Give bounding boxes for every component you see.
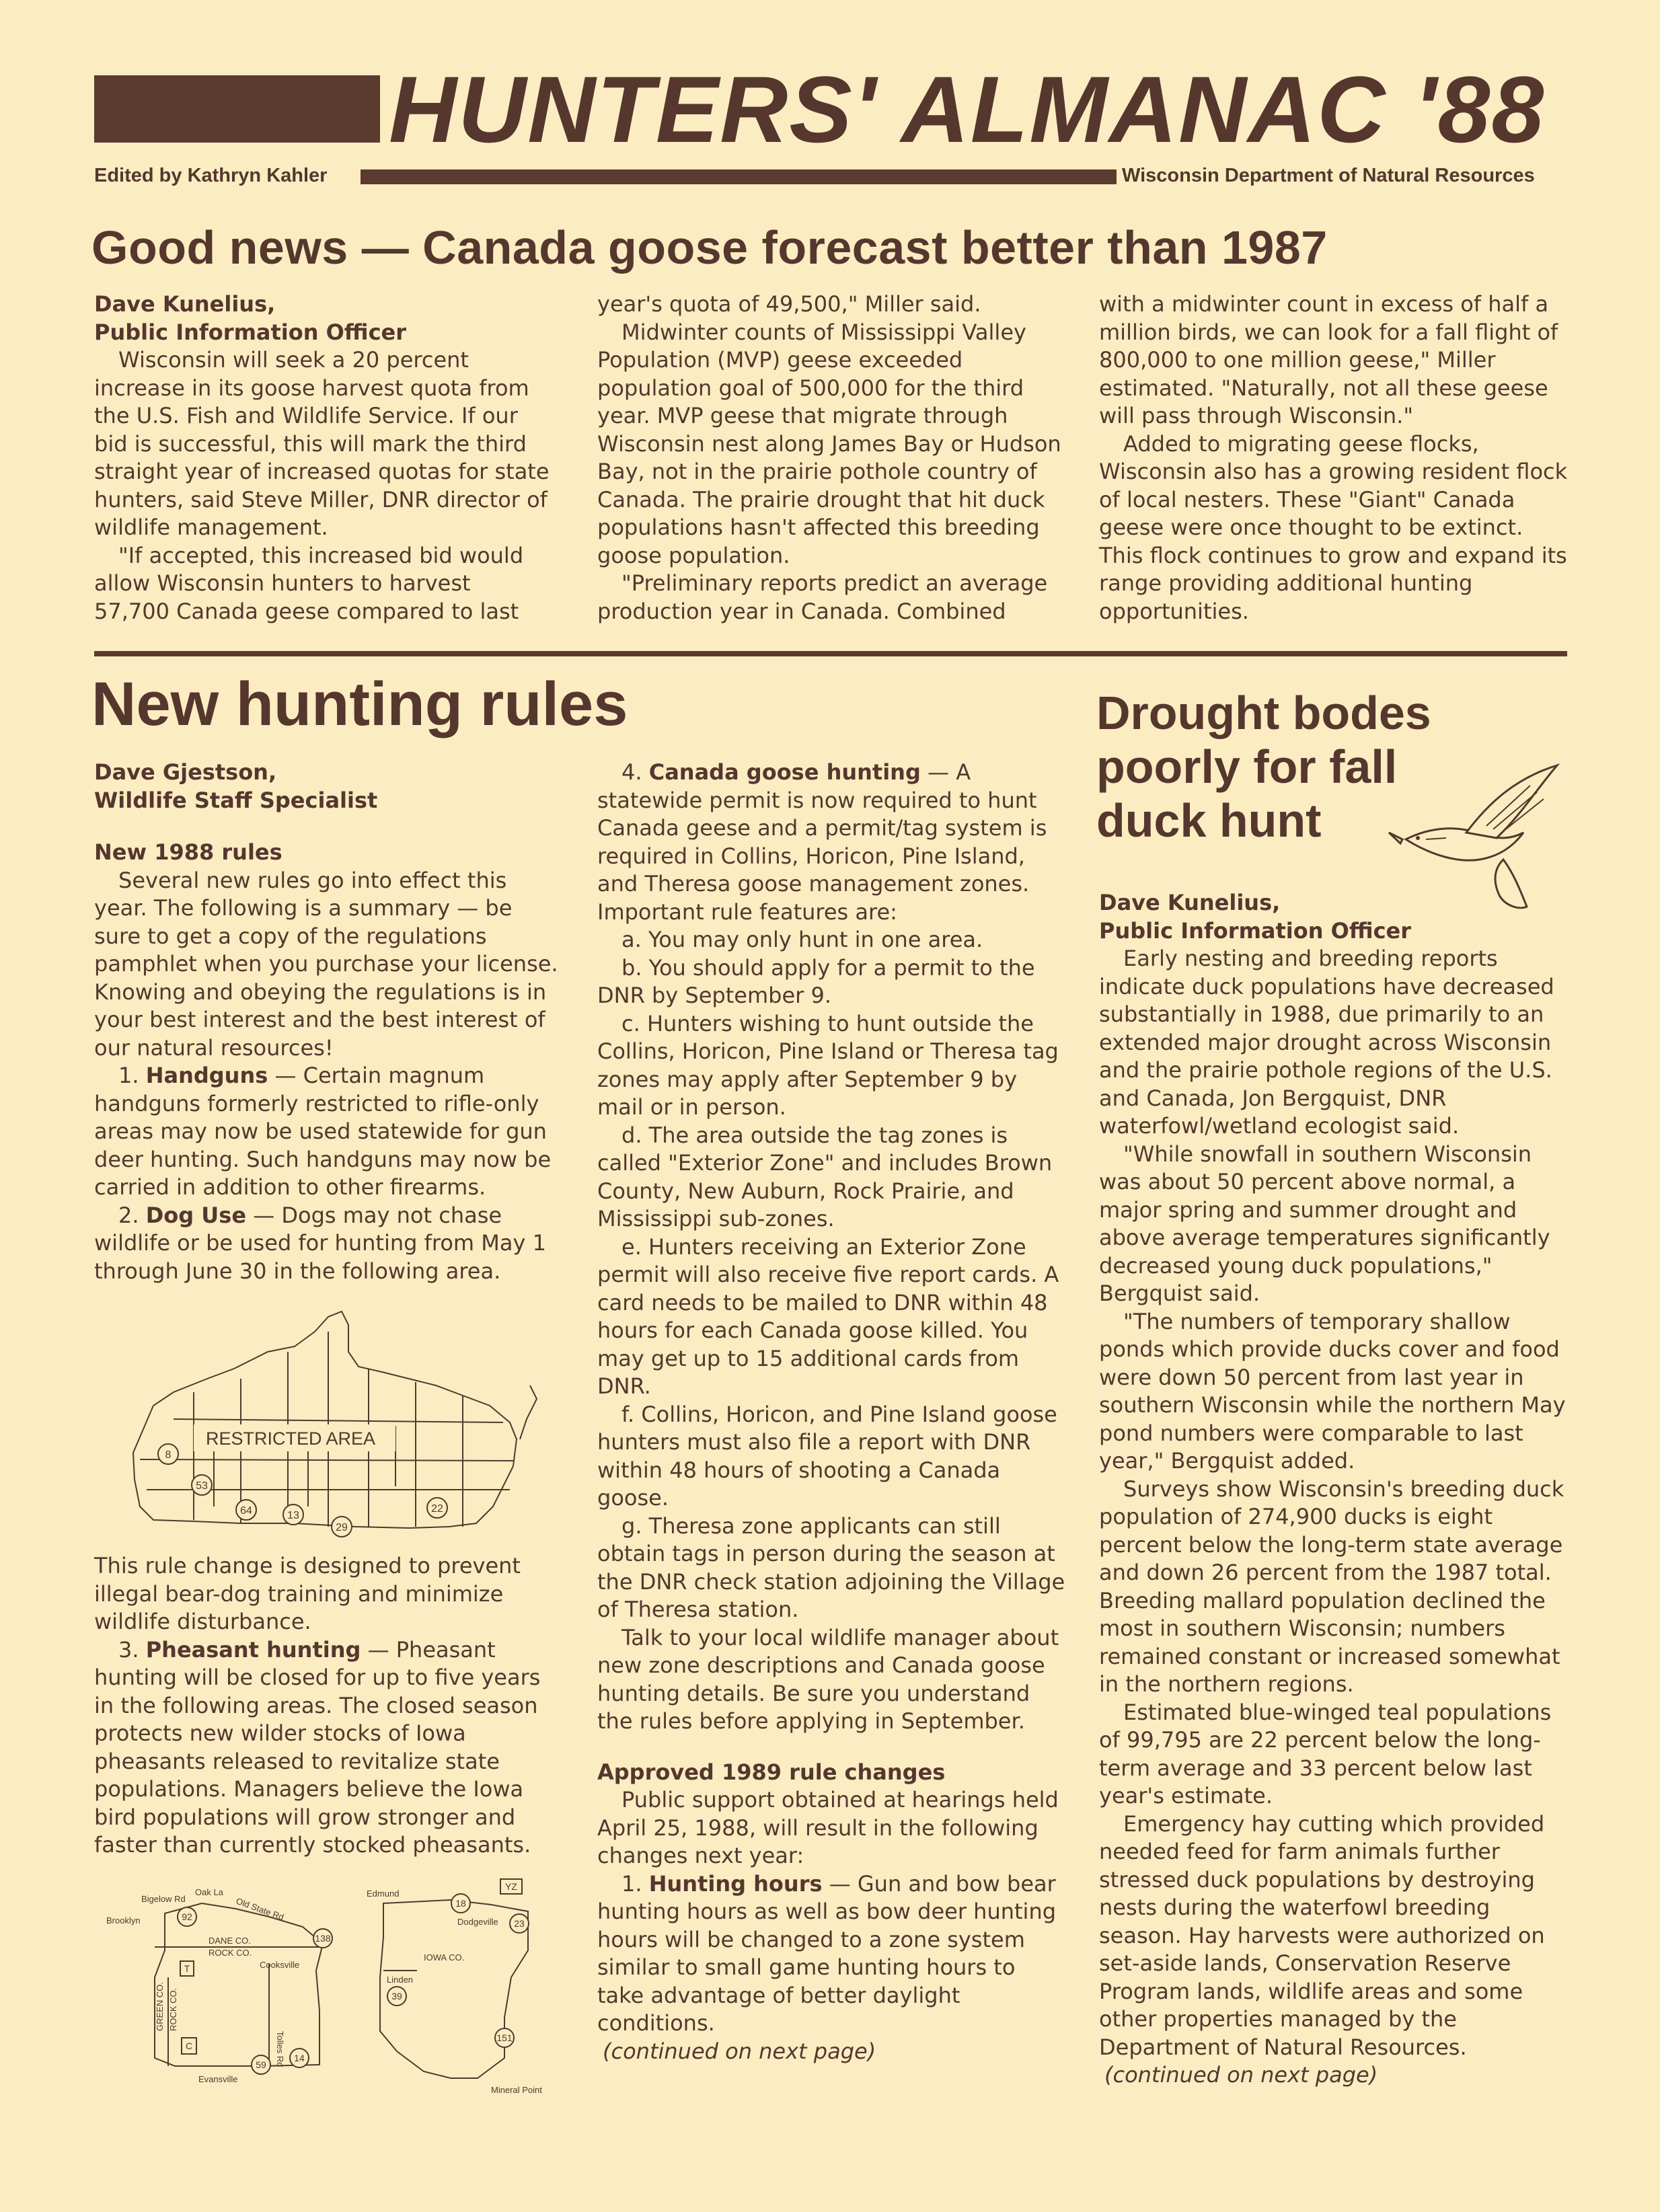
- route-marker: YZ: [505, 1881, 517, 1892]
- route-marker: 14: [294, 2053, 305, 2063]
- section-divider: [94, 651, 1567, 656]
- paragraph: "While snowfall in southern Wisconsin was about 50 percent above normal, a major spring and summer drought and above average temperatures significantly decreased young duck populations," Bergquist said.: [1099, 1141, 1550, 1306]
- rule-pheasant: [94, 1636, 565, 1860]
- place-label: ROCK CO.: [209, 1948, 252, 1958]
- paragraph: year's quota of 49,500," Miller said.: [597, 291, 981, 317]
- rule-title: Dog Use: [145, 1202, 247, 1228]
- rule-feature: a. You may only hunt in one area.: [621, 927, 983, 952]
- place-label: Old State Rd: [234, 1895, 286, 1923]
- continued-note: (continued on next page): [603, 2038, 876, 2064]
- rule-feature: f. Collins, Horicon, and Pine Island goose hunters must also file a report with DNR within 48 hours of shooting a Canada goose.: [597, 1401, 1057, 1511]
- masthead-title: HUNTERS' ALMANAC '88: [389, 56, 1546, 162]
- paragraph: Emergency hay cutting which provided needed feed for farm animals further stressed duck populations by destroying nests during the waterfowl breeding season. Hay harvests were authorized on set-aside lands, Conservation Reserve Program lands, wildlife areas and some other properties managed by the Department of Natural Resources.: [1099, 1810, 1545, 2060]
- rule-number: 3.: [118, 1636, 139, 1663]
- place-label: Cooksville: [260, 1960, 300, 1970]
- paragraph: "The numbers of temporary shallow ponds which provide ducks cover and food were down 50 percent from last year in southern Wisconsin while the northern May pond numbers were comparable to last year," Bergquist added.: [1099, 1308, 1566, 1474]
- paragraph: Midwinter counts of Mississippi Valley Population (MVP) geese exceeded population goal of 500,000 for the third year. MVP geese that migrate through Wisconsin nest along James Bay or Hudson Bay, not in the prairie pothole country of Canada. The prairie drought that hit duck populations hasn't affected this breeding goose population.: [597, 319, 1061, 568]
- place-label: IOWA CO.: [424, 1952, 465, 1962]
- byline-title: Public Information Officer: [1099, 917, 1412, 944]
- rule-text: — Dogs may not chase wildlife or be used for hunting from May 1 through June 30 in the following area.: [94, 1202, 546, 1284]
- route-marker: 13: [287, 1510, 299, 1521]
- route-marker: C: [185, 2041, 193, 2051]
- rule-dog-use: [94, 1202, 565, 1286]
- editor-credit: Edited by Kathryn Kahler: [94, 165, 328, 186]
- route-marker: 138: [315, 1933, 331, 1944]
- rule-feature: c. Hunters wishing to hunt outside the Collins, Horicon, Pine Island or Theresa tag zones may apply after September 9 by mail or in person.: [597, 1010, 1059, 1120]
- rule-text: — Certain magnum handguns formerly restricted to rifle-only areas may now be used statewide for gun deer hunting. Such handguns may now be carried in addition to other firearms.: [94, 1063, 552, 1200]
- headline-line: duck hunt: [1096, 794, 1322, 847]
- byline-title: Wildlife Staff Specialist: [94, 787, 378, 813]
- route-marker: 53: [196, 1480, 208, 1492]
- route-marker: 22: [431, 1503, 443, 1515]
- place-label: Edmund: [367, 1889, 400, 1899]
- place-label: Linden: [387, 1975, 414, 1985]
- place-label: ROCK CO.: [168, 1987, 178, 2031]
- place-label: Evansville: [198, 2074, 238, 2084]
- subheading: New 1988 rules: [94, 839, 282, 865]
- rules-headline: New hunting rules: [91, 670, 628, 738]
- place-label: Tolles Rd: [275, 2031, 285, 2067]
- byline-name: Dave Kunelius,: [1099, 890, 1281, 915]
- route-marker: 64: [240, 1505, 252, 1517]
- goose-column-3: [1099, 291, 1570, 625]
- route-marker: 92: [182, 1911, 192, 1922]
- restricted-area-map: [126, 1305, 543, 1547]
- masthead-rule: [361, 169, 1117, 184]
- route-marker: T: [184, 1963, 190, 1974]
- route-marker: 29: [336, 1522, 348, 1533]
- headline-line: poorly for fall: [1096, 740, 1398, 793]
- masthead-bar: [94, 75, 380, 143]
- paragraph: "Preliminary reports predict an average production year in Canada. Combined: [597, 570, 1048, 624]
- rule-title: Hunting hours: [648, 1870, 823, 1897]
- paragraph: with a midwinter count in excess of half a million birds, we can look for a fall flight of 800,000 to one million geese," Miller estimated. "Naturally, not all these geese will pass through Wisconsin.": [1099, 291, 1558, 428]
- pheasant-area-maps: [101, 1876, 572, 2098]
- byline-name: Dave Gjestson,: [94, 759, 277, 785]
- rule-text: — Pheasant hunting will be closed for up to five years in the following areas. The closed season protects new wilder stocks of Iowa pheasants released to revitalize state populations. Managers believe the Iowa bird populations will grow stronger and faster than currently stocked pheasants.: [94, 1636, 541, 1858]
- route-marker: 8: [165, 1449, 172, 1461]
- route-marker: 59: [256, 2059, 266, 2070]
- place-label: Oak La: [195, 1887, 223, 1897]
- organization-name: Wisconsin Department of Natural Resources: [1122, 165, 1535, 186]
- route-marker: 23: [514, 1918, 525, 1929]
- headline-line: Drought bodes: [1096, 687, 1431, 739]
- goose-headline: Good news — Canada goose forecast better than 1987: [91, 221, 1328, 274]
- place-label: GREEN CO.: [155, 1982, 165, 2031]
- rules-column-2: [597, 759, 1068, 2065]
- byline-name: Dave Kunelius,: [94, 291, 276, 317]
- paragraph: Early nesting and breeding reports indicate duck populations have decreased substantially in 1988, due primarily to an extended major drought across Wisconsin and the prairie pothole regions of the U.S. and Canada, Jon Bergquist, DNR waterfowl/wetland ecologist said.: [1099, 946, 1554, 1139]
- paragraph: Public support obtained at hearings held April 25, 1988, will result in the following changes next year:: [597, 1787, 1059, 1868]
- rule-canada-goose: [597, 759, 1068, 926]
- paragraph: Talk to your local wildlife manager about new zone descriptions and Canada goose hunting details. Be sure you understand the rules before applying in September.: [597, 1624, 1059, 1734]
- rule-number: 1.: [621, 1870, 642, 1897]
- rule-number: 1.: [118, 1063, 139, 1088]
- drought-column: [1099, 889, 1570, 2090]
- paragraph: Several new rules go into effect this year. The following is a summary — be sure to get a copy of the regulations pamphlet when you purchase your license. Knowing and obeying the regulations is in your best interest and the best interest of our natural resources!: [94, 867, 558, 1061]
- paragraph: Estimated blue-winged teal populations of 99,795 are 22 percent below the long-term average and 33 percent below last year's estimate.: [1099, 1699, 1552, 1808]
- place-label: Brooklyn: [106, 1915, 141, 1925]
- rule-title: Handguns: [145, 1063, 268, 1088]
- route-marker: 151: [496, 2032, 513, 2043]
- rule-feature: g. Theresa zone applicants can still obtain tags in person during the season at the DNR check station adjoining the Village of Theresa station.: [597, 1513, 1065, 1622]
- place-label: Mineral Point: [491, 2085, 542, 2095]
- subheading: Approved 1989 rule changes: [597, 1759, 946, 1785]
- rule-title: Canada goose hunting: [648, 759, 921, 785]
- rules-column-1: [94, 759, 565, 1285]
- place-label: Dodgeville: [457, 1917, 498, 1927]
- place-label: Bigelow Rd: [141, 1894, 186, 1904]
- rule-feature: b. You should apply for a permit to the DNR by September 9.: [597, 954, 1035, 1008]
- rule-handguns: [94, 1062, 565, 1202]
- byline-title: Public Information Officer: [94, 319, 407, 345]
- rule-number: 4.: [621, 759, 642, 785]
- rule-text: — A statewide permit is now required to hunt Canada geese and a permit/tag system is required in Collins, Horicon, Pine Island, and Theresa goose management zones. Important rule features are:: [597, 759, 1047, 925]
- rule-number: 2.: [118, 1202, 139, 1228]
- continued-note: (continued on next page): [1104, 2062, 1378, 2088]
- map-label: RESTRICTED AREA: [206, 1428, 376, 1449]
- rule-feature: e. Hunters receiving an Exterior Zone permit will also receive five report cards. A card needs to be mailed to DNR within 48 hours for each Canada goose killed. You may get up to 15 additional cards from DNR.: [597, 1233, 1059, 1399]
- route-marker: 18: [455, 1898, 466, 1909]
- paragraph: This rule change is designed to prevent illegal bear-dog training and minimize wildlife disturbance.: [94, 1553, 521, 1634]
- rule-feature: d. The area outside the tag zones is called "Exterior Zone" and includes Brown County, New Auburn, Rock Prairie, and Mississippi sub-zones.: [597, 1122, 1053, 1231]
- goose-column-2: [597, 291, 1061, 625]
- goose-column-1: [94, 291, 552, 625]
- paragraph: Added to migrating geese flocks, Wisconsin also has a growing resident flock of local nesters. These "Giant" Canada geese were once thought to be extinct. This flock continues to grow and expand its range providing additional hunting opportunities.: [1099, 430, 1568, 624]
- paragraph: Surveys show Wisconsin's breeding duck population of 274,900 ducks is eight percent below the long-term state average and down 26 percent from the 1987 total. Breeding mallard population declined the most in southern Wisconsin; numbers remained constant or increased somewhat in the northern regions.: [1099, 1476, 1564, 1697]
- rules-column-1b: [94, 1552, 565, 1860]
- rule-hunting-hours: [597, 1870, 1068, 2038]
- route-marker: 39: [391, 1991, 402, 2001]
- rule-title: Pheasant hunting: [145, 1636, 361, 1663]
- place-label: DANE CO.: [209, 1936, 251, 1946]
- rule-text: — Gun and bow bear hunting hours as well as bow deer hunting hours will be changed to a zone system similar to small game hunting hours to take advantage of better daylight conditions.: [597, 1870, 1057, 2036]
- paragraph: Wisconsin will seek a 20 percent increase in its goose harvest quota from the U.S. Fish and Wildlife Service. If our bid is successful, this will mark the third straight year of increased quotas for state hunters, said Steve Miller, DNR director of wildlife management.: [94, 347, 550, 540]
- paragraph: "If accepted, this increased bid would allow Wisconsin hunters to harvest 57,700 Canada geese compared to last: [94, 542, 524, 624]
